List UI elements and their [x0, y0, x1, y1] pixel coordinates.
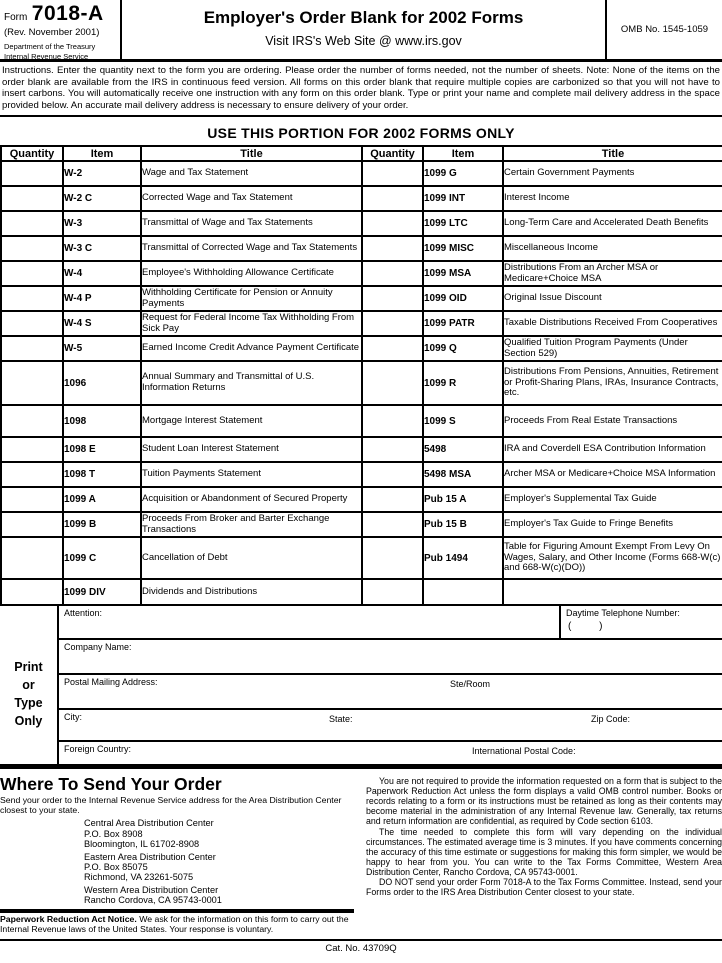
- distribution-center-name: Eastern Area Distribution Center: [84, 851, 216, 862]
- distribution-center: [84, 818, 354, 848]
- item-code: W-4: [63, 261, 141, 286]
- attention-field[interactable]: [59, 606, 559, 638]
- item-code: 1099 B: [63, 512, 141, 537]
- company-name-field[interactable]: [59, 640, 722, 675]
- item-code: W-4 S: [63, 311, 141, 336]
- form-title: Distributions From an Archer MSA or Medicare+Choice MSA: [503, 261, 722, 286]
- privacy-paragraph: The time needed to complete this form will vary depending on the individual circumstances. The estimated average time is 3 minutes. If you have comments concerning the accuracy of this time estimate or suggestions for making this form simpler, we would be happy to hear from you. You can write to the Tax Forms Committee, Western Area Distribution Center, Rancho Cordova, CA 95743-0001.: [366, 826, 722, 877]
- where-to-send-intro: Send your order to the Internal Revenue Service address for the Area Distribution Center closest to your state.: [0, 795, 342, 815]
- distribution-center-line: Richmond, VA 23261-5075: [84, 872, 194, 883]
- divider-bar: [0, 909, 354, 913]
- quantity-input[interactable]: [362, 462, 423, 487]
- column-header-title: Title: [141, 146, 362, 161]
- quantity-input[interactable]: [362, 336, 423, 361]
- table-row: [1, 537, 722, 579]
- quantity-input[interactable]: [1, 579, 63, 605]
- distribution-center: [84, 852, 354, 882]
- postal-address-label: Postal Mailing Address:: [64, 677, 158, 687]
- item-code: 1098: [63, 405, 141, 437]
- daytime-phone-field[interactable]: [559, 606, 722, 638]
- quantity-input[interactable]: [362, 211, 423, 236]
- where-to-send-heading: Where To Send Your Order: [0, 774, 222, 794]
- city-state-zip-field[interactable]: [59, 710, 722, 742]
- form-title: Withholding Certificate for Pension or Annuity Payments: [141, 286, 362, 311]
- table-row: [1, 512, 722, 537]
- quantity-input[interactable]: [362, 261, 423, 286]
- form-title: Table for Figuring Amount Exempt From Levy On Wages, Salary, and Other Income (Forms 668-W(c) and 668-W(c)(DO)): [503, 537, 722, 579]
- company-name-label: Company Name:: [64, 642, 132, 652]
- foreign-country-field[interactable]: [59, 742, 722, 764]
- quantity-input[interactable]: [362, 512, 423, 537]
- privacy-text-column: [354, 774, 722, 935]
- distribution-center-line: Bloomington, IL 61702-8908: [84, 838, 200, 849]
- item-code: W-3 C: [63, 236, 141, 261]
- quantity-input[interactable]: [362, 487, 423, 512]
- state-label: State:: [329, 714, 353, 724]
- order-table-header-row: [1, 146, 722, 161]
- item-code: 1099 A: [63, 487, 141, 512]
- distribution-center-name: Central Area Distribution Center: [84, 818, 214, 829]
- quantity-input[interactable]: [362, 236, 423, 261]
- item-code: W-3: [63, 211, 141, 236]
- instructions-text: Instructions. Enter the quantity next to the form you are ordering. Please order the number of forms needed, not the number of sheets. Note: None of the items on the order blank are available from the IRS in continuous feed version. All forms on this order blank that require multiple copies are carbonized so that you will not have to insert carbons. You will automatically receive one instruction with any form on this order blank. Type or print your name and complete mail delivery address in the space provided below. An accurate mail delivery address is necessary to ensure delivery of your order.: [0, 62, 722, 117]
- quantity-input[interactable]: [1, 261, 63, 286]
- website-link-text: Visit IRS's Web Site @ www.irs.gov: [265, 34, 462, 48]
- quantity-input[interactable]: [1, 405, 63, 437]
- distribution-center-line: P.O. Box 8908: [84, 828, 143, 839]
- attention-label: Attention:: [64, 608, 103, 618]
- distribution-centers-list: [84, 818, 354, 905]
- column-header-item: Item: [423, 146, 503, 161]
- form-title: Dividends and Distributions: [141, 579, 362, 605]
- table-row: [1, 336, 722, 361]
- mailing-address-block: [0, 606, 722, 769]
- table-row: [1, 261, 722, 286]
- item-code: 1099 DIV: [63, 579, 141, 605]
- item-code: 1099 MSA: [423, 261, 503, 286]
- form-header: [0, 0, 722, 62]
- page-title: Employer's Order Blank for 2002 Forms: [203, 8, 524, 27]
- daytime-phone-label: Daytime Telephone Number:: [566, 608, 680, 618]
- paperwork-notice: [0, 915, 354, 935]
- intl-postal-code-label: International Postal Code:: [472, 746, 576, 756]
- table-row: [1, 405, 722, 437]
- section-title: USE THIS PORTION FOR 2002 FORMS ONLY: [207, 125, 515, 141]
- form-title: IRA and Coverdell ESA Contribution Information: [503, 437, 722, 462]
- form-title: Distributions From Pensions, Annuities, Retirement or Profit-Sharing Plans, IRAs, Insurance Contracts, etc.: [503, 361, 722, 405]
- table-row: [1, 462, 722, 487]
- table-row: [1, 487, 722, 512]
- item-code: 5498: [423, 437, 503, 462]
- form-title: Interest Income: [503, 186, 722, 211]
- ste-room-label: Ste/Room: [450, 679, 491, 689]
- quantity-input[interactable]: [1, 487, 63, 512]
- form-title: Request for Federal Income Tax Withholding From Sick Pay: [141, 311, 362, 336]
- quantity-input[interactable]: [1, 161, 63, 186]
- form-title: [503, 579, 722, 605]
- column-header-item: Item: [63, 146, 141, 161]
- quantity-input[interactable]: [1, 336, 63, 361]
- form-id-block: [0, 0, 122, 59]
- item-code: 1096: [63, 361, 141, 405]
- form-title: Tuition Payments Statement: [141, 462, 362, 487]
- table-row: [1, 236, 722, 261]
- item-code: Pub 1494: [423, 537, 503, 579]
- table-row: [1, 161, 722, 186]
- form-title: Earned Income Credit Advance Payment Certificate: [141, 336, 362, 361]
- agency-line-1: Department of the Treasury: [4, 42, 96, 51]
- item-code: 1098 T: [63, 462, 141, 487]
- form-title: Annual Summary and Transmittal of U.S. Information Returns: [141, 361, 362, 405]
- form-title: Employer's Tax Guide to Fringe Benefits: [503, 512, 722, 537]
- form-word: Form: [4, 12, 28, 23]
- quantity-input[interactable]: [1, 236, 63, 261]
- item-code: 1099 INT: [423, 186, 503, 211]
- form-title: Acquisition or Abandonment of Secured Property: [141, 487, 362, 512]
- form-title: Taxable Distributions Received From Cooperatives: [503, 311, 722, 336]
- quantity-input[interactable]: [362, 286, 423, 311]
- quantity-input[interactable]: [362, 437, 423, 462]
- distribution-center-line: Rancho Cordova, CA 95743-0001: [84, 895, 222, 906]
- form-title: Long-Term Care and Accelerated Death Benefits: [503, 211, 722, 236]
- form-title: Cancellation of Debt: [141, 537, 362, 579]
- distribution-center-line: P.O. Box 85075: [84, 861, 148, 872]
- privacy-paragraph: DO NOT send your order Form 7018-A to the Tax Forms Committee. Instead, send your Forms order to the IRS Area Distribution Center closest to your state.: [366, 877, 722, 898]
- quantity-input[interactable]: [1, 186, 63, 211]
- quantity-input[interactable]: [1, 361, 63, 405]
- quantity-input[interactable]: [362, 161, 423, 186]
- item-code: 1099 OID: [423, 286, 503, 311]
- quantity-input[interactable]: [362, 405, 423, 437]
- quantity-input[interactable]: [362, 579, 423, 605]
- table-row: [1, 579, 722, 605]
- distribution-center-name: Western Area Distribution Center: [84, 885, 219, 896]
- foreign-country-label: Foreign Country:: [64, 744, 132, 754]
- quantity-input[interactable]: [362, 311, 423, 336]
- catalog-number: Cat. No. 43709Q: [325, 943, 397, 954]
- item-code: 1099 LTC: [423, 211, 503, 236]
- phone-parentheses[interactable]: ( ): [568, 621, 603, 632]
- zip-code-label: Zip Code:: [591, 714, 631, 724]
- order-table: [0, 145, 722, 606]
- column-header-title: Title: [503, 146, 722, 161]
- table-row: [1, 437, 722, 462]
- form-title: Student Loan Interest Statement: [141, 437, 362, 462]
- form-title: Proceeds From Broker and Barter Exchange Transactions: [141, 512, 362, 537]
- item-code: 1099 C: [63, 537, 141, 579]
- form-title: Original Issue Discount: [503, 286, 722, 311]
- form-title: Certain Government Payments: [503, 161, 722, 186]
- quantity-input[interactable]: [1, 437, 63, 462]
- form-title: Archer MSA or Medicare+Choice MSA Information: [503, 462, 722, 487]
- item-code: W-5: [63, 336, 141, 361]
- quantity-input[interactable]: [362, 361, 423, 405]
- paperwork-notice-lead: Paperwork Reduction Act Notice.: [0, 914, 137, 925]
- quantity-input[interactable]: [1, 211, 63, 236]
- form-title: Employer's Supplemental Tax Guide: [503, 487, 722, 512]
- item-code: 1099 Q: [423, 336, 503, 361]
- form-title: Proceeds From Real Estate Transactions: [503, 405, 722, 437]
- item-code: 1099 S: [423, 405, 503, 437]
- item-code: 1099 R: [423, 361, 503, 405]
- postal-address-field[interactable]: [59, 675, 722, 710]
- quantity-input[interactable]: [1, 286, 63, 311]
- agency-line-2: Internal Revenue Service: [4, 51, 89, 61]
- item-code: W-2 C: [63, 186, 141, 211]
- city-label: City:: [64, 712, 82, 722]
- form-title: Wage and Tax Statement: [141, 161, 362, 186]
- item-code: 1099 PATR: [423, 311, 503, 336]
- column-header-quantity: Quantity: [1, 146, 63, 161]
- table-row: [1, 311, 722, 336]
- item-code: 1099 G: [423, 161, 503, 186]
- item-code: Pub 15 B: [423, 512, 503, 537]
- form-title: Miscellaneous Income: [503, 236, 722, 261]
- item-code: W-4 P: [63, 286, 141, 311]
- column-header-quantity: Quantity: [362, 146, 423, 161]
- quantity-input[interactable]: [362, 537, 423, 579]
- paperwork-notice-body: We ask for the information on this form to carry out the Internal Revenue laws of the United States. Your response is voluntary.: [0, 914, 349, 935]
- form-number: 7018-A: [31, 2, 104, 25]
- privacy-paragraph: You are not required to provide the information requested on a form that is subject to the Paperwork Reduction Act unless the form displays a valid OMB control number. Books or records relating to a form or its instructions must be retained as long as their contents may become material in the administration of any Internal Revenue law. Generally, tax returns and return information are confidential, as required by Code section 6103.: [366, 776, 722, 827]
- item-code: 5498 MSA: [423, 462, 503, 487]
- quantity-input[interactable]: [362, 186, 423, 211]
- quantity-input[interactable]: [1, 311, 63, 336]
- form-title: Corrected Wage and Tax Statement: [141, 186, 362, 211]
- table-row: [1, 361, 722, 405]
- form-title: Employee's Withholding Allowance Certificate: [141, 261, 362, 286]
- form-revision: (Rev. November 2001): [4, 27, 100, 38]
- item-code: [423, 579, 503, 605]
- item-code: Pub 15 A: [423, 487, 503, 512]
- quantity-input[interactable]: [1, 462, 63, 487]
- form-title: Transmittal of Wage and Tax Statements: [141, 211, 362, 236]
- table-row: [1, 211, 722, 236]
- item-code: W-2: [63, 161, 141, 186]
- omb-number: OMB No. 1545-1059: [620, 24, 709, 35]
- print-or-type-label: Print or Type Only: [14, 660, 43, 729]
- distribution-center: [84, 885, 354, 905]
- table-row: [1, 186, 722, 211]
- form-title: Transmittal of Corrected Wage and Tax Statements: [141, 236, 362, 261]
- quantity-input[interactable]: [1, 512, 63, 537]
- item-code: 1099 MISC: [423, 236, 503, 261]
- order-table-body: [1, 161, 722, 605]
- item-code: 1098 E: [63, 437, 141, 462]
- quantity-input[interactable]: [1, 537, 63, 579]
- table-row: [1, 286, 722, 311]
- form-title: Qualified Tuition Program Payments (Under Section 529): [503, 336, 722, 361]
- form-title: Mortgage Interest Statement: [141, 405, 362, 437]
